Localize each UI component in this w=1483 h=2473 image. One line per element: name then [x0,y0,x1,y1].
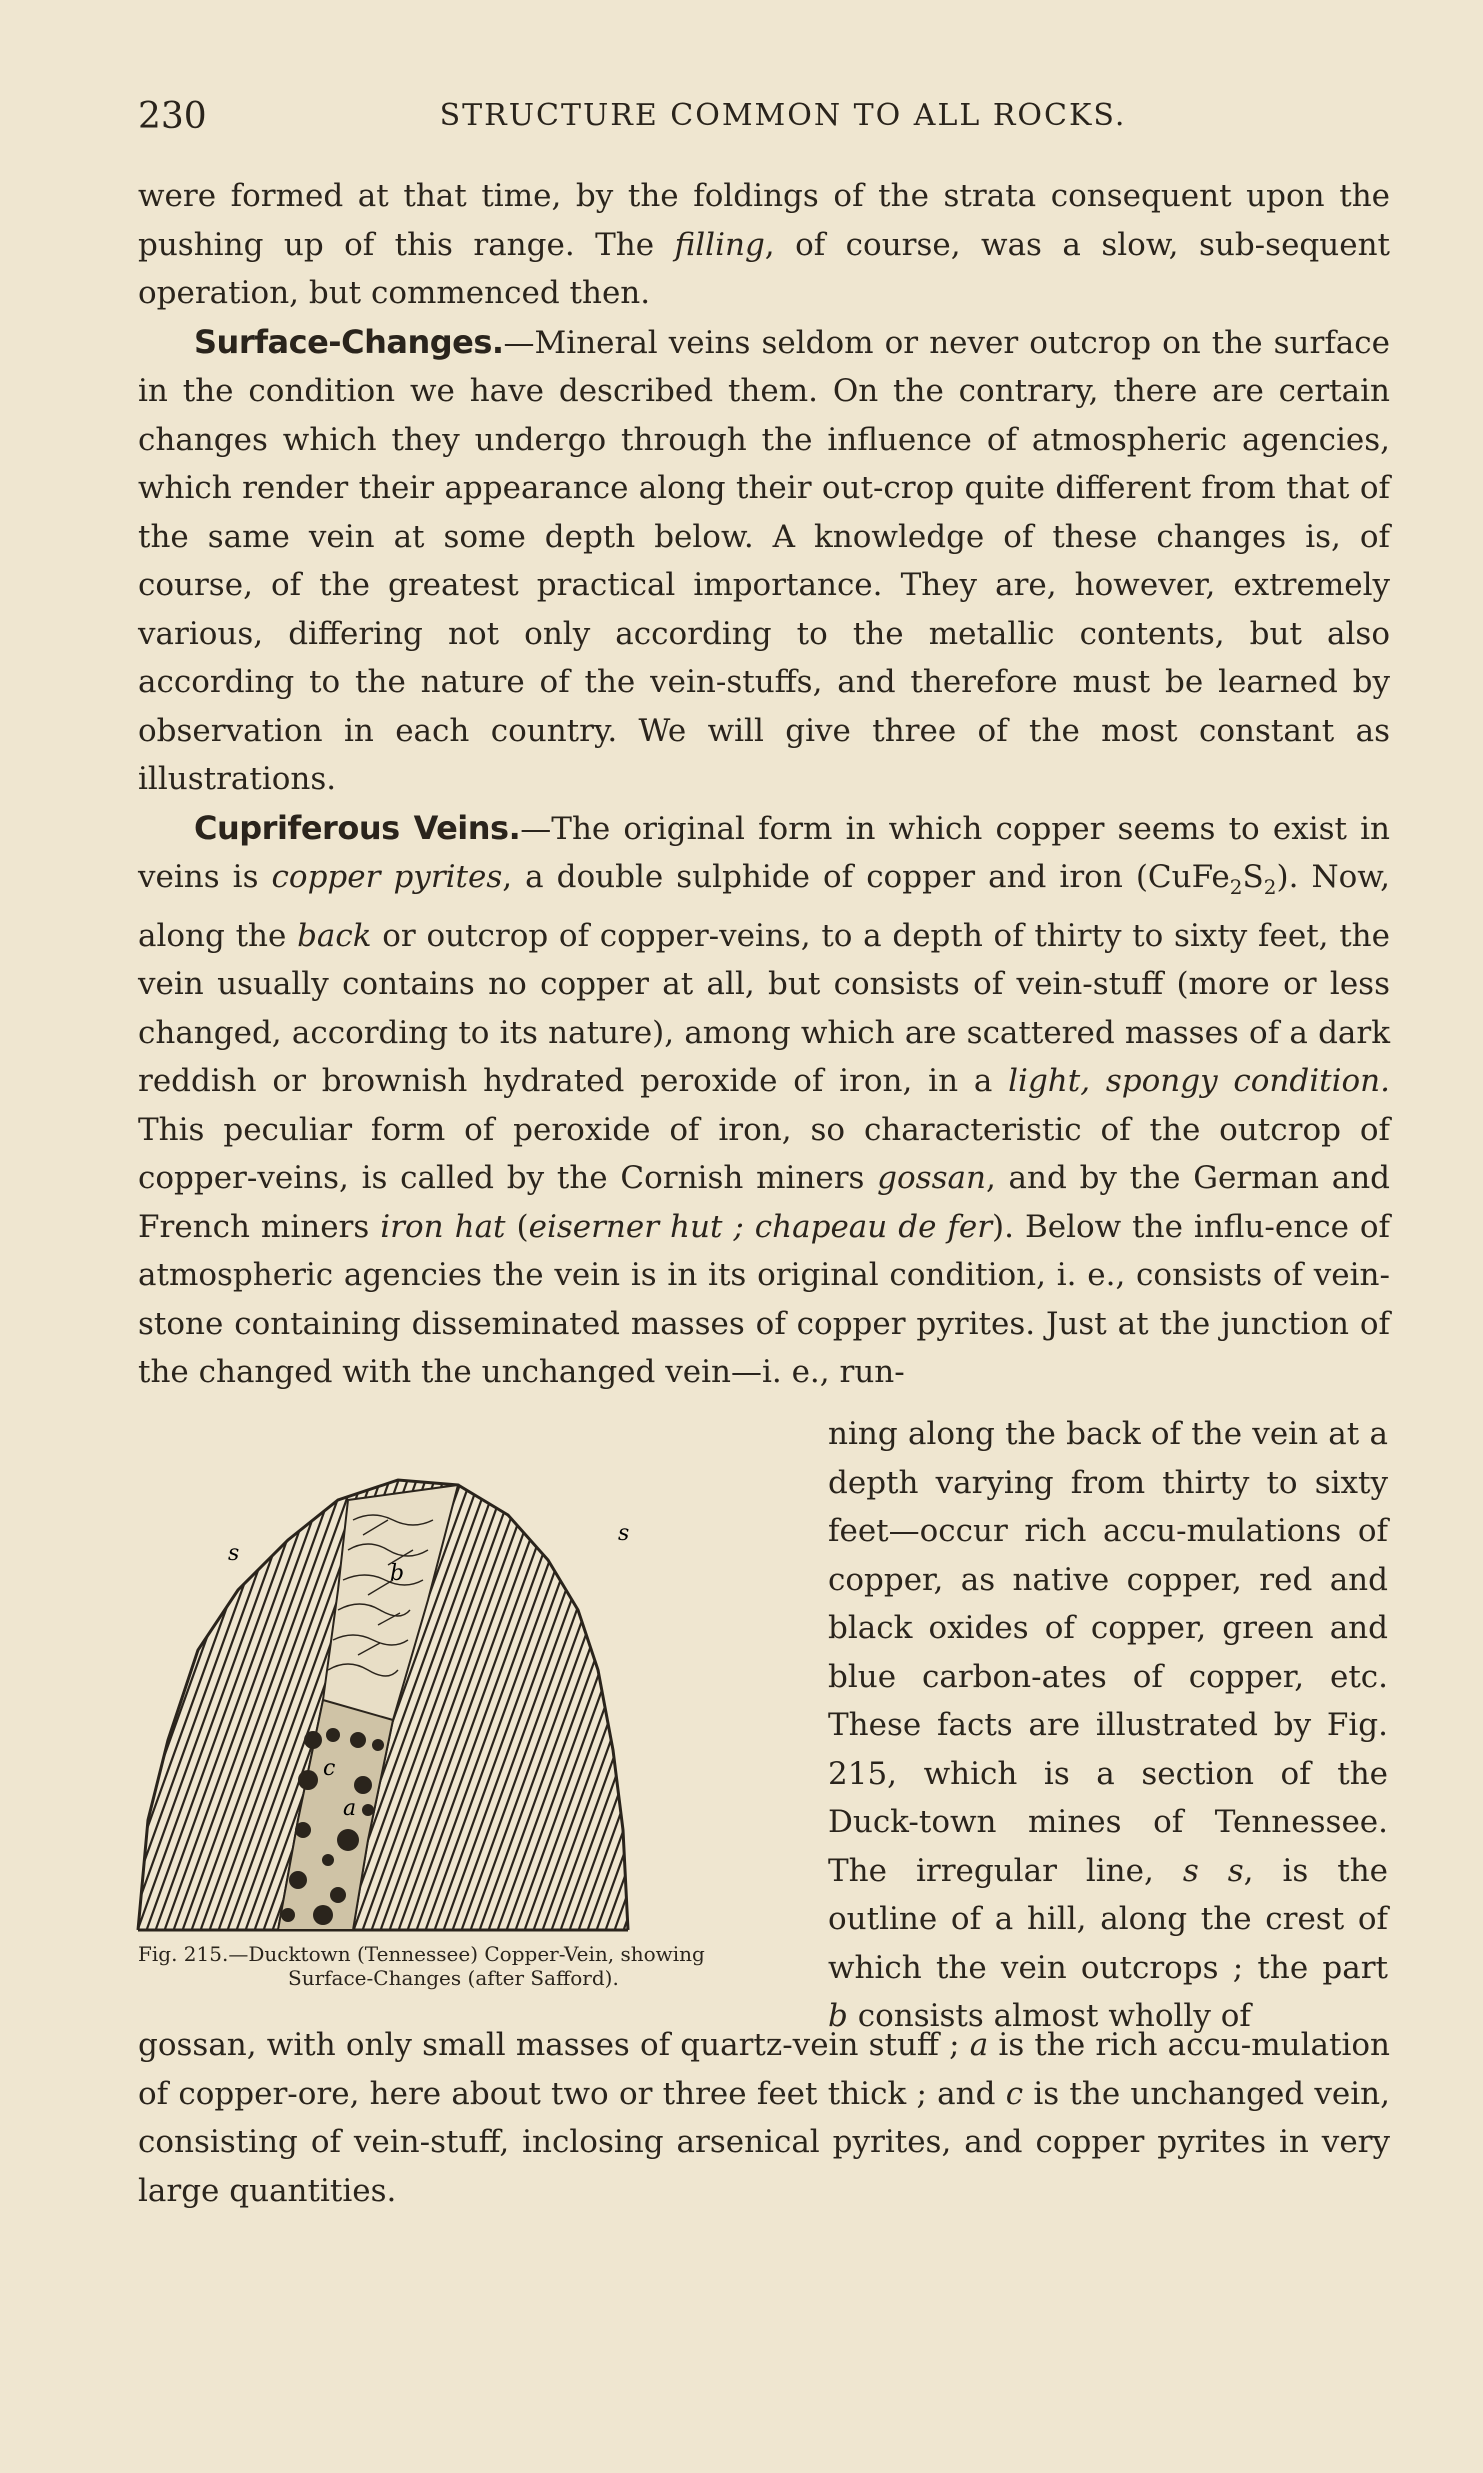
italic-term: a [969,2027,989,2063]
italic-term: back [297,917,372,954]
strata-line [128,1440,269,1940]
strata-line [128,1440,152,1940]
strata-line [638,1440,818,1940]
text-run: ( [505,1208,529,1245]
strata-line [764,1440,818,1940]
text-run: were formed at that time, by the foldings of the strata consequent upon the pushing up of this range. The [138,178,1390,263]
strata-line [620,1440,800,1940]
text-run: —Mineral veins seldom or never outcrop on the surface in the condition we have described them. On the contrary, there are certain changes which they undergo through the influence of atmospheric agencies, which render their appearance along their out-crop quite different from that of the same vein at some depth below. A knowledge of these changes is, of course, of the greatest practical importance. They are, however, extremely various, differing not only according to the metallic contents, but also according to the nature of the vein-stuffs, and therefore must be learned by observation in each country. We will give three of the most constant as illustrations. [138,324,1390,797]
strata-line [701,1440,818,1940]
text-run: , is the outline of a hill, along the crest of which the vein outcrops ; the part [828,1852,1389,1986]
subscript: 2 [1229,875,1243,900]
strata-line [674,1440,818,1940]
page-number: 230 [138,96,207,137]
strata-line [809,1440,818,1940]
strata-line [128,1440,224,1940]
text-run: , of course, was a slow, sub-sequent operation, but commenced then. [138,226,1390,311]
text-run: —The original form in which copper seems to exist in veins is [138,810,1391,895]
italic-term: copper pyrites [271,859,503,895]
strata-line [647,1440,818,1940]
strata-hatching [128,1440,818,1940]
strata-line [692,1440,818,1940]
caption-line-2: Surface-Changes (after Safford). [288,1966,619,1990]
strata-line [656,1440,818,1940]
strata-line [128,1440,260,1940]
label-s-left: s [228,1541,240,1566]
figure-caption [138,1942,828,1990]
italic-term: filling [674,226,765,263]
italic-term: c [1005,2075,1024,2112]
strata-line [602,1440,782,1940]
section-heading: Surface-Changes. [194,322,504,361]
strata-line [737,1440,818,1940]
strata-line [665,1440,818,1940]
text-run: ). Now, along the [138,859,1390,954]
page-header [138,96,1388,156]
strata-line [800,1440,818,1940]
paragraph-surface-changes [138,318,1390,804]
label-a: a [343,1796,357,1821]
text-run: is the unchanged vein, consisting of vein-stuff, inclosing arsenical pyrites, and copper pyrites in very large quantities. [138,2075,1390,2209]
strata-line [719,1440,818,1940]
strata-line [128,1440,206,1940]
strata-line [593,1440,773,1940]
paragraph-cupriferous-veins [138,804,1390,1397]
strata-line [710,1440,818,1940]
strata-line [128,1440,197,1940]
strata-line [128,1440,296,1940]
strata-line [746,1440,818,1940]
italic-term: eiserner hut ; chapeau de fer [528,1208,993,1245]
text-run: , a double sulphide of copper and iron (CuFe [502,859,1230,895]
text-run: consists almost wholly of [847,1998,1251,2034]
strata-line [683,1440,818,1940]
italic-term: b [828,1998,848,2034]
strata-line [791,1440,818,1940]
label-b: b [390,1561,405,1586]
text-run: , and by the German and French miners [138,1160,1390,1245]
text-run: S [1242,859,1264,895]
strata-line [128,1440,170,1940]
text-run: or outcrop of copper-veins, to a depth of thirty to sixty feet, the vein usually contains no copper at all, but consists of vein-stuff (more or less changed, according to its nature), among which are scattered masses of a dark reddish or brownish hydrated peroxide of iron, in a [138,917,1390,1100]
italic-term: s s [1182,1852,1244,1889]
text-run: is the rich accu-mulation of copper-ore, here about two or three feet thick ; and [138,2027,1390,2112]
strata-line [128,1440,215,1940]
strata-line [755,1440,818,1940]
italic-term: iron hat [380,1208,506,1245]
text-run: This peculiar form of peroxide of iron, so characteristic of the outcrop of copper-veins, is called by the Cornish miners [138,1111,1390,1197]
label-c: c [323,1756,336,1781]
paragraph-beside-figure [828,1410,1388,2041]
section-heading: Cupriferous Veins. [194,808,521,847]
subscript: 2 [1263,875,1277,900]
label-s-right: s [618,1521,630,1546]
strata-line [728,1440,818,1940]
side-text-column [828,1410,1388,2041]
strata-line [611,1440,791,1940]
italic-term: gossan [877,1160,986,1197]
italic-term: light, spongy condition. [1008,1063,1390,1100]
text-run: ). Below the influ-ence of atmospheric agencies the vein is in its original condition, i. e., consists of vein-stone containing disseminated masses of copper pyrites. Just at the junction of the changed with the unchanged vein—i. e., run- [138,1208,1391,1391]
bottom-text [138,2021,1390,2215]
main-text [138,172,1390,1397]
paragraph-final [138,2021,1390,2215]
running-head: STRUCTURE COMMON TO ALL ROCKS. [439,98,1127,133]
figure-215-vein-section [128,1440,818,1940]
strata-line [584,1440,764,1940]
strata-line [128,1440,278,1940]
paragraph-1 [138,172,1390,318]
strata-line [128,1440,179,1940]
strata-line [128,1440,134,1940]
strata-line [629,1440,809,1940]
strata-line [773,1440,818,1940]
text-run: gossan, with only small masses of quartz-vein stuff ; [138,2027,970,2063]
caption-line-1: Fig. 215.—Ducktown (Tennessee) Copper-Vein, showing [138,1942,705,1966]
text-run: ning along the back of the vein at a depth varying from thirty to sixty feet—occur rich accu-mulations of copper, as native copper, red and black oxides of copper, green and blue carbon-ates of copper, etc. These facts are illustrated by Fig. 215, which is a section of the Duck-town mines of Tennessee. The irregular line, [828,1416,1388,1889]
strata-line [782,1440,818,1940]
strata-line [128,1440,143,1940]
